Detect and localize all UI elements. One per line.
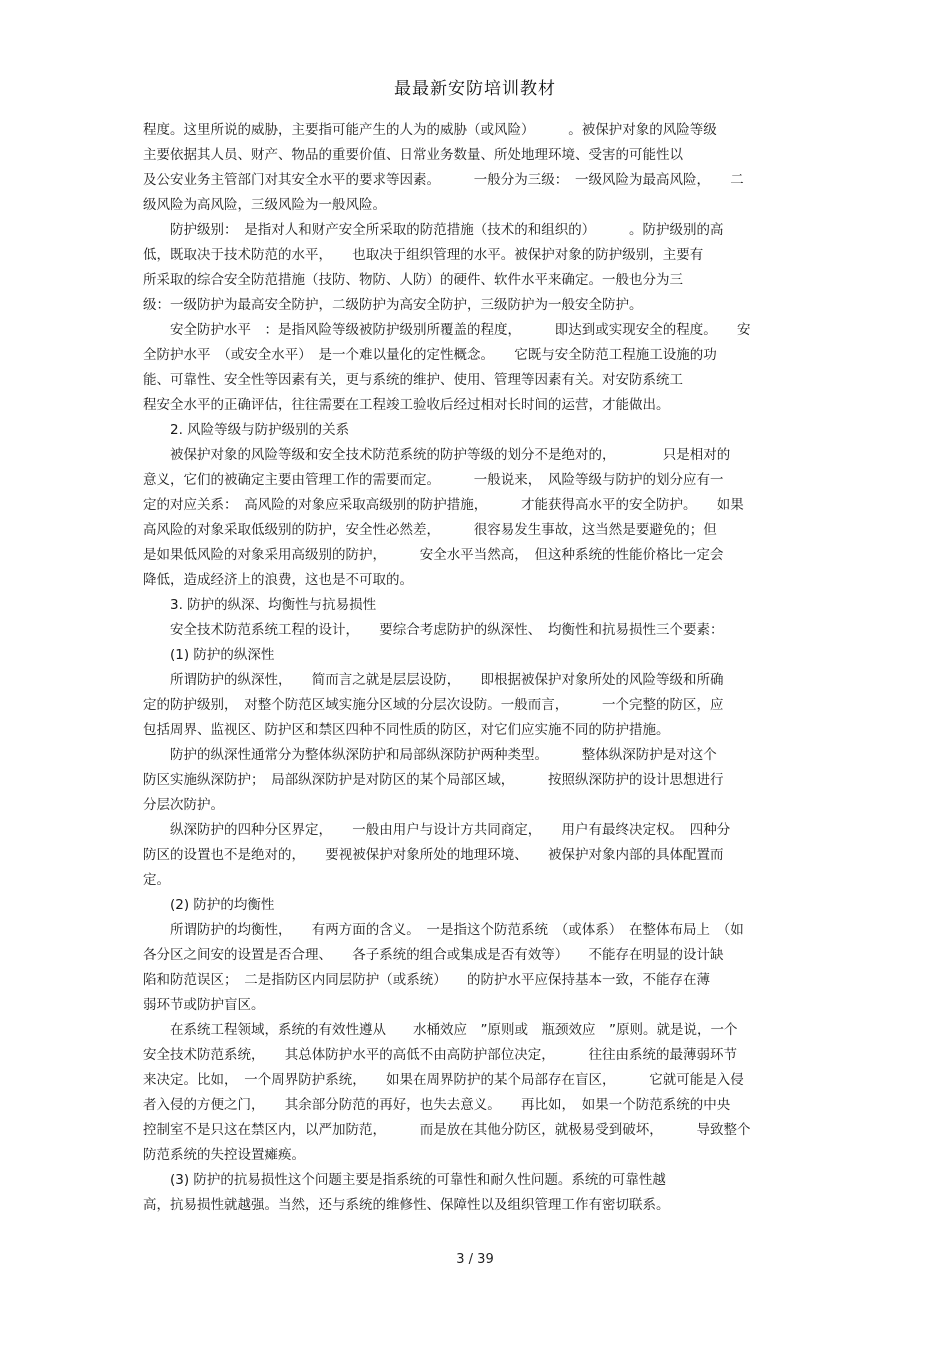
body-line: 防护级别： 是指对人和财产安全所采取的防范措施（技术的和组织的） 。防护级别的高 xyxy=(143,222,724,238)
body-line: 定。 xyxy=(143,872,170,888)
body-line: 高风险的对象采取低级别的防护，安全性必然差， 很容易发生事故，这当然是要避免的；但 xyxy=(143,522,717,538)
subsection-heading: (1) 防护的纵深性 xyxy=(143,647,275,663)
body-line: 程安全水平的正确评估，往往需要在工程竣工验收后经过相对长时间的运营，才能做出。 xyxy=(143,397,670,413)
body-line: 包括周界、监视区、防护区和禁区四种不同性质的防区，对它们应实施不同的防护措施。 xyxy=(143,722,670,738)
body-line: 全防护水平 （或安全水平） 是一个难以量化的定性概念。 它既与安全防范工程施工设施的功 xyxy=(143,347,717,363)
body-line: 分层次防护。 xyxy=(143,797,224,813)
body-line: 防区的设置也不是绝对的， 要视被保护对象所处的地理环境、 被保护对象内部的具体配置而 xyxy=(143,847,724,863)
body-line: 安全防护水平 ：是指风险等级被防护级别所覆盖的程度， 即达到或实现安全的程度。 安 xyxy=(143,322,751,338)
subsection-heading: (3) 防护的抗易损性这个问题主要是指系统的可靠性和耐久性问题。系统的可靠性越 xyxy=(143,1172,666,1188)
body-line: 所采取的综合安全防范措施（技防、物防、人防）的硬件、软件水平来确定。一般也分为三 xyxy=(143,272,683,288)
body-line: 所谓防护的纵深性， 简而言之就是层层设防， 即根据被保护对象所处的风险等级和所确 xyxy=(143,672,724,688)
page-title: 最最新安防培训教材 xyxy=(394,79,556,99)
body-line: 低，既取决于技术防范的水平， 也取决于组织管理的水平。被保护对象的防护级别，主要有 xyxy=(143,247,704,263)
body-line: 定的对应关系： 高风险的对象应采取高级别的防护措施， 才能获得高水平的安全防护。 如果 xyxy=(143,497,744,513)
body-line: 安全技术防范系统， 其总体防护水平的高低不由高防护部位决定， 往往由系统的最薄弱环节 xyxy=(143,1047,737,1063)
body-line: 陷和防范误区； 二是指防区内同层防护（或系统） 的防护水平应保持基本一致，不能存在薄 xyxy=(143,972,710,988)
body-line: 所谓防护的均衡性， 有两方面的含义。 一是指这个防范系统 （或体系） 在整体布局上 （如 xyxy=(143,922,744,938)
body-line: 防护的纵深性通常分为整体纵深防护和局部纵深防护两种类型。 整体纵深防护是对这个 xyxy=(143,747,717,763)
body-line: 主要依据其人员、财产、物品的重要价值、日常业务数量、所处地理环境、受害的可能性以 xyxy=(143,147,683,163)
body-line: 防范系统的失控设置瘫痪。 xyxy=(143,1147,305,1163)
body-line: 被保护对象的风险等级和安全技术防范系统的防护等级的划分不是绝对的， 只是相对的 xyxy=(143,447,731,463)
section-heading: 3. 防护的纵深、均衡性与抗易损性 xyxy=(143,597,377,613)
body-line: 级：一级防护为最高安全防护，二级防护为高安全防护，三级防护为一般安全防护。 xyxy=(143,297,643,313)
subsection-heading: (2) 防护的均衡性 xyxy=(143,897,275,913)
body-line: 高，抗易损性就越强。当然，还与系统的维修性、保障性以及组织管理工作有密切联系。 xyxy=(143,1197,670,1213)
body-line: 能、可靠性、安全性等因素有关，更与系统的维护、使用、管理等因素有关。对安防系统工 xyxy=(143,372,683,388)
body-line: 意义，它们的被确定主要由管理工作的需要而定。 一般说来， 风险等级与防护的划分应有一 xyxy=(143,472,724,488)
body-line: 及公安业务主管部门对其安全水平的要求等因素。 一般分为三级： 一级风险为最高风险， 二 xyxy=(143,172,744,188)
body-line: 控制室不是只这在禁区内，以严加防范， 而是放在其他分防区，就极易受到破坏， 导致整个 xyxy=(143,1122,751,1138)
document-body xyxy=(143,118,813,1218)
body-line: 定的防护级别， 对整个防范区域实施分区域的分层次设防。一般而言， 一个完整的防区，应 xyxy=(143,697,724,713)
body-line: 降低，造成经济上的浪费，这也是不可取的。 xyxy=(143,572,413,588)
body-line: 安全技术防范系统工程的设计， 要综合考虑防护的纵深性、 均衡性和抗易损性三个要素： xyxy=(143,622,724,638)
body-line: 级风险为高风险，三级风险为一般风险。 xyxy=(143,197,386,213)
body-line: 防区实施纵深防护； 局部纵深防护是对防区的某个局部区域， 按照纵深防护的设计思想进行 xyxy=(143,772,724,788)
body-line: 者入侵的方便之门， 其余部分防范的再好，也失去意义。 再比如， 如果一个防范系统的中央 xyxy=(143,1097,731,1113)
body-line: 在系统工程领域，系统的有效性遵从 水桶效应 ”原则或 瓶颈效应 ”原则。就是说，一个 xyxy=(143,1022,738,1038)
section-heading: 2. 风险等级与防护级别的关系 xyxy=(143,422,350,438)
body-line: 各分区之间安的设置是否合理、 各子系统的组合或集成是否有效等） 不能存在明显的设计缺 xyxy=(143,947,724,963)
body-line: 弱环节或防护盲区。 xyxy=(143,997,265,1013)
body-line: 程度。这里所说的威胁，主要指可能产生的人为的威胁（或风险） 。被保护对象的风险等级 xyxy=(143,122,717,138)
body-line: 是如果低风险的对象采用高级别的防护， 安全水平当然高， 但这种系统的性能价格比一定会 xyxy=(143,547,724,563)
body-line: 来决定。比如， 一个周界防护系统， 如果在周界防护的某个局部存在盲区， 它就可能是入侵 xyxy=(143,1072,744,1088)
page-number: 3 / 39 xyxy=(456,1252,494,1267)
body-line: 纵深防护的四种分区界定， 一般由用户与设计方共同商定， 用户有最终决定权。 四种分 xyxy=(143,822,731,838)
